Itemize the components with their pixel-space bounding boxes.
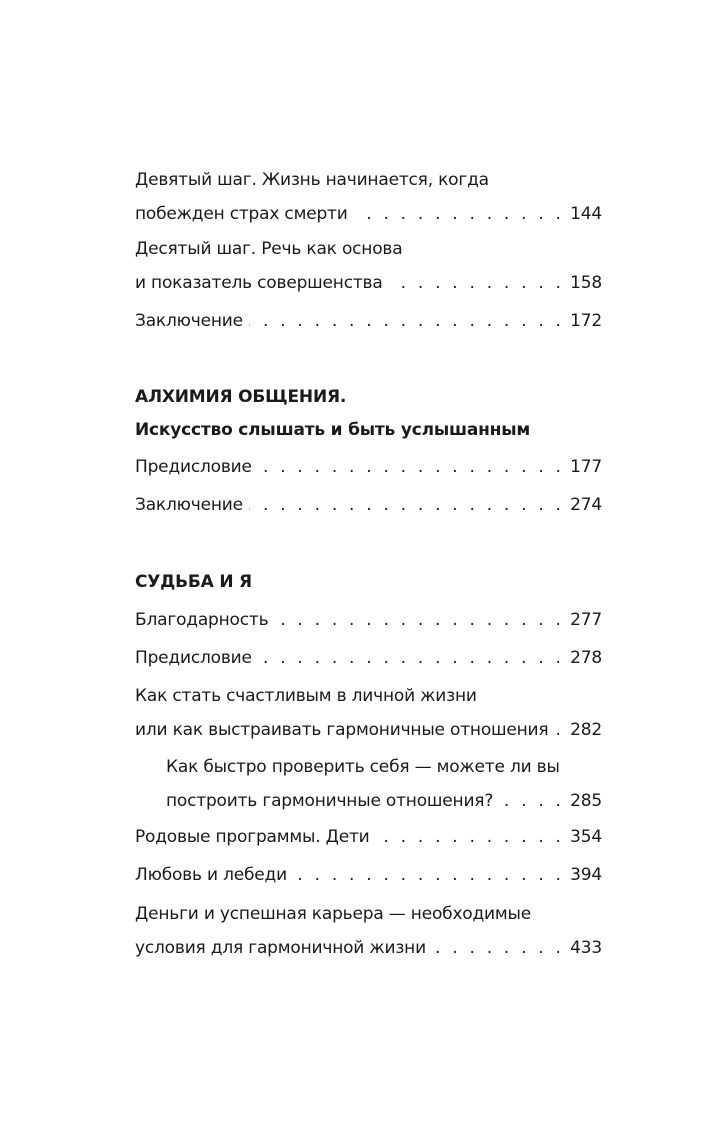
page-number: 394 xyxy=(570,865,602,885)
section-subtitle: Искусство слышать и быть услышанным xyxy=(135,420,531,440)
toc-entry-title-end: Предисловие xyxy=(135,648,252,668)
toc-entry-title-end: Заключение xyxy=(135,495,243,515)
toc-entry-title-line: Деньги и успешная карьера — необходимые xyxy=(135,904,532,924)
dot-leader xyxy=(249,304,564,338)
dot-leader xyxy=(554,713,564,747)
dot-leader xyxy=(258,450,564,484)
toc-entry-title-end: и показатель совершенства xyxy=(135,273,383,293)
toc-entry-last-line xyxy=(135,197,602,231)
page-number: 354 xyxy=(570,827,602,847)
toc-entry[interactable] xyxy=(135,488,602,522)
page-number: 274 xyxy=(570,495,602,515)
dot-leader xyxy=(293,858,564,892)
toc-entry-title-end: построить гармоничные отношения? xyxy=(166,791,494,811)
toc-entry[interactable] xyxy=(135,603,602,637)
toc-entry-title-end: Родовые программы. Дети xyxy=(135,827,370,847)
toc-entry-title-end: Предисловие xyxy=(135,457,252,477)
toc-entry-last-line xyxy=(135,713,602,747)
toc-entry-title-end: Любовь и лебеди xyxy=(135,865,287,885)
toc-entry[interactable] xyxy=(135,304,602,338)
toc-entry-last-line xyxy=(135,450,602,484)
page-number: 277 xyxy=(570,610,602,630)
page-number: 278 xyxy=(570,648,602,668)
toc-entry-title-line: Девятый шаг. Жизнь начинается, когда xyxy=(135,170,489,190)
toc-entry-title-end: Заключение xyxy=(135,311,243,331)
toc-entry-last-line xyxy=(135,931,602,965)
toc-entry[interactable] xyxy=(135,858,602,892)
toc-entry[interactable] xyxy=(135,450,602,484)
page-number: 282 xyxy=(570,720,602,740)
toc-entry[interactable] xyxy=(135,163,602,231)
toc-entry-title-end: Благодарность xyxy=(135,610,269,630)
page-number: 158 xyxy=(570,273,602,293)
toc-entry-title-line: Как стать счастливым в личной жизни xyxy=(135,686,477,706)
toc-entry-last-line xyxy=(135,858,602,892)
toc-entry[interactable] xyxy=(135,641,602,675)
toc-entry-title-line: Как быстро проверить себя — можете ли вы xyxy=(166,757,560,777)
section-title: АЛХИМИЯ ОБЩЕНИЯ. xyxy=(135,387,347,407)
page-number: 177 xyxy=(570,457,602,477)
toc-entry-title-end: условия для гармоничной жизни xyxy=(135,938,426,958)
toc-entry[interactable] xyxy=(135,820,602,854)
toc-entry-last-line xyxy=(135,488,602,522)
page-number: 144 xyxy=(570,204,602,224)
toc-entry[interactable] xyxy=(135,679,602,747)
dot-leader xyxy=(432,931,564,965)
dot-leader xyxy=(499,784,564,818)
toc-entry-last-line xyxy=(166,784,602,818)
dot-leader xyxy=(249,488,564,522)
dot-leader xyxy=(258,641,564,675)
section-title: СУДЬБА И Я xyxy=(135,572,252,592)
toc-entry-last-line xyxy=(135,266,602,300)
toc-entry[interactable] xyxy=(135,232,602,300)
dot-leader xyxy=(389,266,565,300)
page-number: 285 xyxy=(570,791,602,811)
dot-leader xyxy=(274,603,564,637)
toc-entry-title-end: или как выстраивать гармоничные отношения xyxy=(135,720,549,740)
toc-entry-last-line xyxy=(135,820,602,854)
toc-entry[interactable] xyxy=(135,897,602,965)
dot-leader xyxy=(376,820,565,854)
toc-subentry[interactable] xyxy=(166,750,602,818)
page-number: 433 xyxy=(570,938,602,958)
toc-entry-title-line: Десятый шаг. Речь как основа xyxy=(135,239,403,259)
dot-leader xyxy=(354,197,565,231)
page-number: 172 xyxy=(570,311,602,331)
toc-entry-last-line xyxy=(135,641,602,675)
toc-entry-title-end: побежден страх смерти xyxy=(135,204,348,224)
toc-entry-last-line xyxy=(135,603,602,637)
toc-entry-last-line xyxy=(135,304,602,338)
